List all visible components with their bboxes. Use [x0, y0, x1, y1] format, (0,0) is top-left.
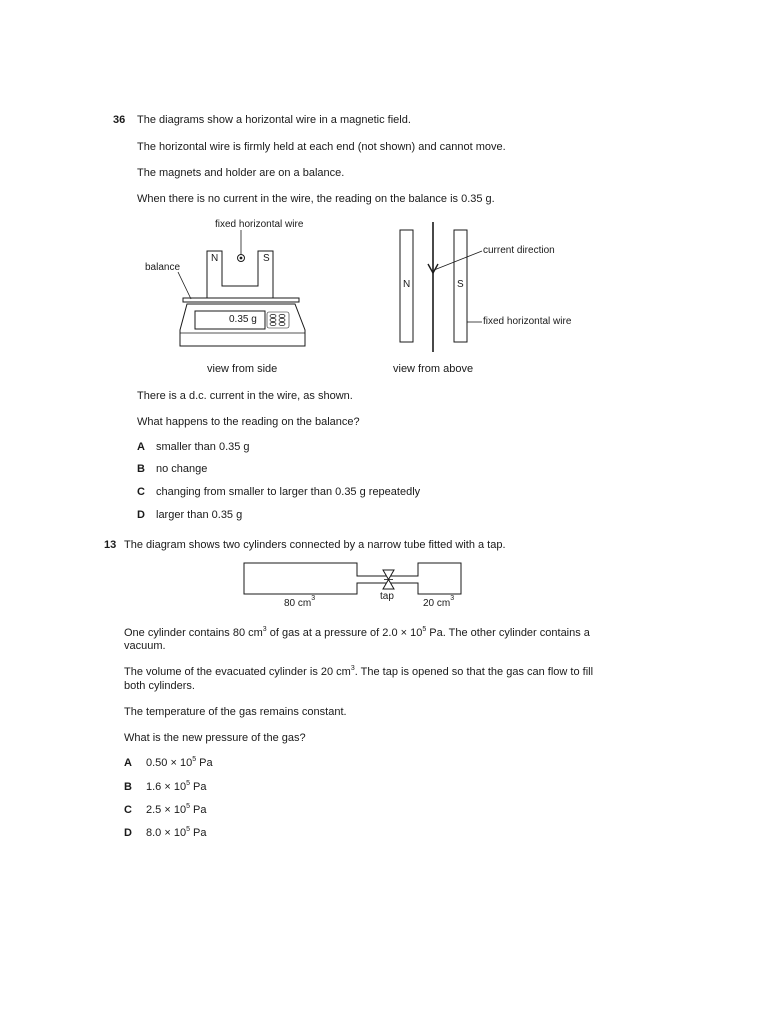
question-text: The magnets and holder are on a balance.	[137, 167, 345, 179]
wire-label: fixed horizontal wire	[215, 219, 304, 230]
option-letter: B	[137, 463, 145, 475]
option-letter: A	[137, 441, 145, 453]
option-letter: B	[124, 781, 132, 793]
right-cylinder-volume: 20 $cm^3$	[423, 595, 455, 609]
option-text: $0.50 \times 10^5$ Pa	[146, 756, 213, 769]
option-text: $2.5 \times 10^5$ Pa	[146, 803, 207, 816]
question-text: There is a d.c. current in the wire, as shown.	[137, 390, 353, 402]
question-prompt: What is the new pressure of the gas?	[124, 732, 306, 744]
option-letter: C	[137, 486, 145, 498]
top-view-caption: view from above	[393, 363, 474, 375]
question-text: both cylinders.	[124, 680, 195, 692]
question-number: 13	[104, 539, 117, 551]
question-text: When there is no current in the wire, the reading on the balance is 0.35 g.	[137, 193, 495, 205]
option-text: larger than 0.35 g	[156, 509, 243, 521]
question-number: 36	[113, 114, 126, 126]
option-text: smaller than 0.35 g	[156, 441, 250, 453]
question-prompt: What happens to the reading on the balance?	[137, 416, 360, 428]
question-text: The temperature of the gas remains constant.	[124, 706, 347, 718]
left-cylinder-volume: 80 $cm^3$	[284, 595, 316, 609]
question-text: The horizontal wire is firmly held at each end (not shown) and cannot move.	[137, 141, 506, 153]
magnet-south-label-top: S	[457, 279, 464, 290]
question-stem: The diagrams show a horizontal wire in a magnetic field.	[137, 114, 411, 126]
option-text: $8.0 \times 10^5$ Pa	[146, 826, 207, 839]
option-letter: A	[124, 757, 132, 769]
option-letter: C	[124, 804, 132, 816]
question-text: vacuum.	[124, 640, 166, 652]
wire-label-top: fixed horizontal wire	[483, 316, 572, 327]
magnet-north-label-top: N	[403, 279, 411, 290]
balance-display-reading: 0.35 g	[229, 314, 257, 325]
tap-label: tap	[380, 591, 394, 602]
option-text: no change	[156, 463, 208, 475]
magnet-north-label: N	[211, 253, 219, 264]
option-text: $1.6 \times 10^5$ Pa	[146, 780, 207, 793]
balance-label: balance	[145, 262, 181, 273]
side-view-caption: view from side	[207, 363, 278, 375]
magnet-south-label: S	[263, 253, 270, 264]
option-letter: D	[137, 509, 145, 521]
option-text: changing from smaller to larger than 0.35 g repeatedly	[156, 486, 421, 498]
option-letter: D	[124, 827, 132, 839]
question-text: The volume of the evacuated cylinder is 20 $cm^3$. The tap is opened so that the gas can flow to fill	[124, 665, 594, 678]
current-direction-label: current direction	[483, 245, 555, 256]
question-stem: The diagram shows two cylinders connected by a narrow tube fitted with a tap.	[124, 539, 506, 551]
question-text: One cylinder contains 80 $cm^3$ of gas at a pressure of $2.0 \times 10^5$ Pa. The other cylinder contains a	[124, 626, 590, 639]
